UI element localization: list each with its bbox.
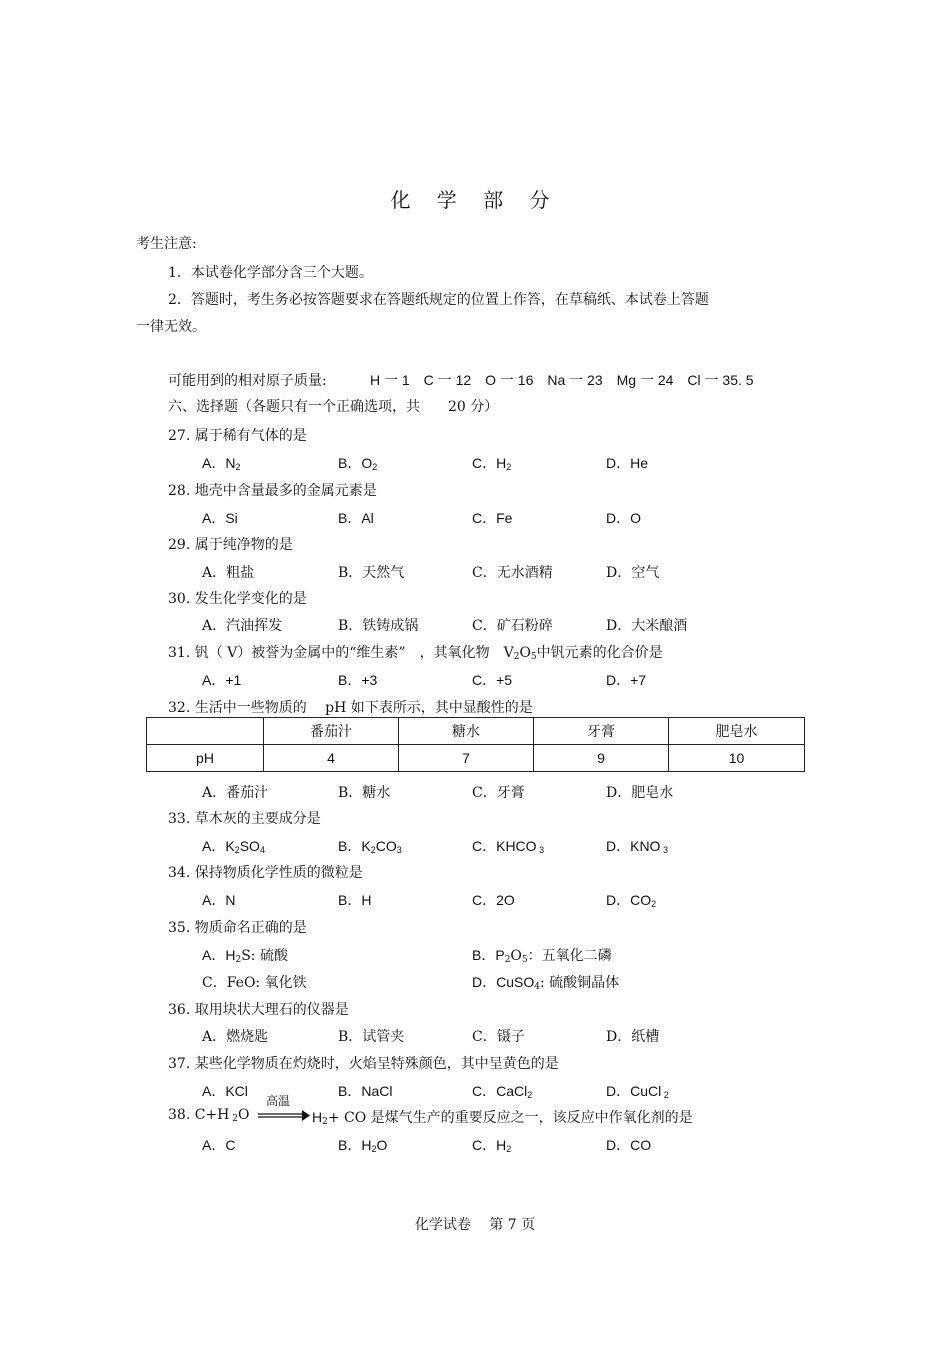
q28-option-a: A．Si bbox=[202, 510, 238, 526]
q30-option-a: A．汽油挥发 bbox=[202, 618, 283, 634]
q27-option-a: A．$N_2$ bbox=[202, 455, 241, 472]
ph-table-header-cell: 肥皂水 bbox=[669, 718, 805, 745]
q36-option-c: C．镊子 bbox=[472, 1029, 525, 1045]
q33-option-b: B．$K_2CO_3$ bbox=[338, 838, 402, 855]
question-33-stem: 33. 草木灰的主要成分是 bbox=[168, 811, 321, 827]
ph-table-cell: 9 bbox=[534, 745, 669, 772]
section-heading: 六、选择题（各题只有一个正确选项，共 20 分） bbox=[168, 399, 499, 415]
q32-option-a: A．番茄汁 bbox=[202, 785, 269, 801]
q38-option-a: A．C bbox=[202, 1137, 236, 1153]
q29-option-a: A．粗盐 bbox=[202, 565, 255, 581]
question-27-stem: 27. 属于稀有气体的是 bbox=[168, 428, 307, 444]
q35-option-b: B．$P_2O_5$：五氧化二磷 bbox=[472, 947, 612, 965]
question-29-stem: 29. 属于纯净物的是 bbox=[168, 537, 293, 553]
atomic-mass-values: H 一 1 C 一 12 O 一 16 Na 一 23 Mg 一 24 Cl 一 35. 5 bbox=[370, 372, 754, 388]
q38-option-c: C．$H_2$ bbox=[472, 1137, 512, 1154]
q30-option-c: C．矿石粉碎 bbox=[472, 618, 553, 634]
q38-option-d: D．CO bbox=[606, 1137, 652, 1153]
q37-option-c: C．CaCl$_2$ bbox=[472, 1083, 533, 1100]
q38-option-b: B．$H_2O$ bbox=[338, 1137, 388, 1154]
q30-option-d: D．大米酿酒 bbox=[606, 618, 688, 634]
q31-option-a: A．+1 bbox=[202, 672, 242, 688]
notice-item-2-cont: 一律无效。 bbox=[136, 319, 206, 335]
q31-option-b: B．+3 bbox=[338, 672, 378, 688]
ph-table-header-row bbox=[147, 718, 805, 745]
q29-option-d: D．空气 bbox=[606, 565, 660, 581]
question-31-stem: 31. 钒（ V）被誉为金属中的“维生素” ，其氧化物 $V_2O_5$中钒元素的化合价是 bbox=[168, 645, 663, 662]
q34-option-b: B．H bbox=[338, 892, 372, 908]
ph-table-cell: pH bbox=[147, 745, 264, 772]
arrow-icon bbox=[258, 1110, 310, 1122]
q34-option-a: A．N bbox=[202, 892, 236, 908]
q32-option-d: D．肥皂水 bbox=[606, 785, 674, 801]
atomic-mass-label: 可能用到的相对原子质量: bbox=[168, 373, 327, 389]
q28-option-d: D．O bbox=[606, 510, 641, 526]
q27-option-c: C．$H_2$ bbox=[472, 455, 512, 472]
q36-option-b: B．试管夹 bbox=[338, 1029, 405, 1045]
ph-table-cell: 7 bbox=[399, 745, 534, 772]
q33-option-d: D．KNO $_3$ bbox=[606, 838, 668, 855]
question-28-stem: 28. 地壳中含量最多的金属元素是 bbox=[168, 483, 377, 499]
question-30-stem: 30. 发生化学变化的是 bbox=[168, 591, 307, 607]
question-32-stem: 32. 生活中一些物质的 pH 如下表所示，其中显酸性的是 bbox=[168, 700, 533, 716]
question-38-stem-end: $H_2+$ CO 是煤气生产的重要反应之一，该反应中作氧化剂的是 bbox=[312, 1109, 693, 1127]
ph-table-header-cell bbox=[147, 718, 264, 745]
q36-option-d: D．纸槽 bbox=[606, 1029, 660, 1045]
notice-item-1: 1．本试卷化学部分含三个大题。 bbox=[168, 265, 373, 281]
q33-option-c: C．KHCO $_3$ bbox=[472, 838, 545, 855]
notice-heading: 考生注意: bbox=[136, 236, 197, 252]
q34-option-c: C．2O bbox=[472, 892, 515, 908]
ph-table-row bbox=[147, 745, 805, 772]
q33-option-a: A．$K_2SO_4$ bbox=[202, 838, 265, 855]
ph-table bbox=[146, 717, 805, 772]
q32-option-c: C．牙膏 bbox=[472, 785, 525, 801]
q35-option-c: C．FeO: 氧化铁 bbox=[202, 975, 307, 991]
q37-option-a: A．KCl bbox=[202, 1083, 248, 1099]
q34-option-d: D．$CO_2$ bbox=[606, 892, 657, 909]
q28-option-b: B．Al bbox=[338, 510, 374, 526]
ph-table-header-cell: 糖水 bbox=[399, 718, 534, 745]
q30-option-b: B．铁铸成锅 bbox=[338, 618, 419, 634]
ph-table-cell: 10 bbox=[669, 745, 805, 772]
question-34-stem: 34. 保持物质化学性质的微粒是 bbox=[168, 865, 363, 881]
ph-table-header-cell: 牙膏 bbox=[534, 718, 669, 745]
ph-table-header-cell: 番茄汁 bbox=[264, 718, 399, 745]
q29-option-b: B．天然气 bbox=[338, 565, 405, 581]
q27-option-b: B．$O_2$ bbox=[338, 455, 378, 472]
reaction-condition: 高温 bbox=[266, 1094, 291, 1108]
question-38-stem-start: 38. C+H $_2$O bbox=[168, 1107, 250, 1124]
question-35-stem: 35. 物质命名正确的是 bbox=[168, 920, 307, 936]
q31-option-d: D．+7 bbox=[606, 672, 647, 688]
q27-option-d: D．He bbox=[606, 455, 649, 471]
page-footer: 化学试卷 第 7 页 bbox=[414, 1217, 536, 1233]
question-37-stem: 37. 某些化学物质在灼烧时，火焰呈特殊颜色，其中呈黄色的是 bbox=[168, 1056, 559, 1072]
page-title: 化 学 部 分 bbox=[390, 188, 560, 212]
q28-option-c: C．Fe bbox=[472, 510, 513, 526]
q29-option-c: C．无水酒精 bbox=[472, 565, 553, 581]
q36-option-a: A．燃烧匙 bbox=[202, 1029, 269, 1045]
q37-option-b: B．NaCl bbox=[338, 1083, 393, 1099]
ph-table-cell: 4 bbox=[264, 745, 399, 772]
question-36-stem: 36. 取用块状大理石的仪器是 bbox=[168, 1002, 349, 1018]
q32-option-b: B．糖水 bbox=[338, 785, 391, 801]
notice-item-2: 2．答题时，考生务必按答题要求在答题纸规定的位置上作答，在草稿纸、本试卷上答题 bbox=[168, 292, 709, 308]
q37-option-d: D．CuCl $_2$ bbox=[606, 1083, 669, 1100]
reaction-arrow bbox=[258, 1094, 310, 1124]
q35-option-d: D．CuSO$_4$: 硫酸铜晶体 bbox=[472, 974, 620, 992]
q35-option-a: A．$H_2S$: 硫酸 bbox=[202, 947, 288, 965]
q31-option-c: C．+5 bbox=[472, 672, 513, 688]
